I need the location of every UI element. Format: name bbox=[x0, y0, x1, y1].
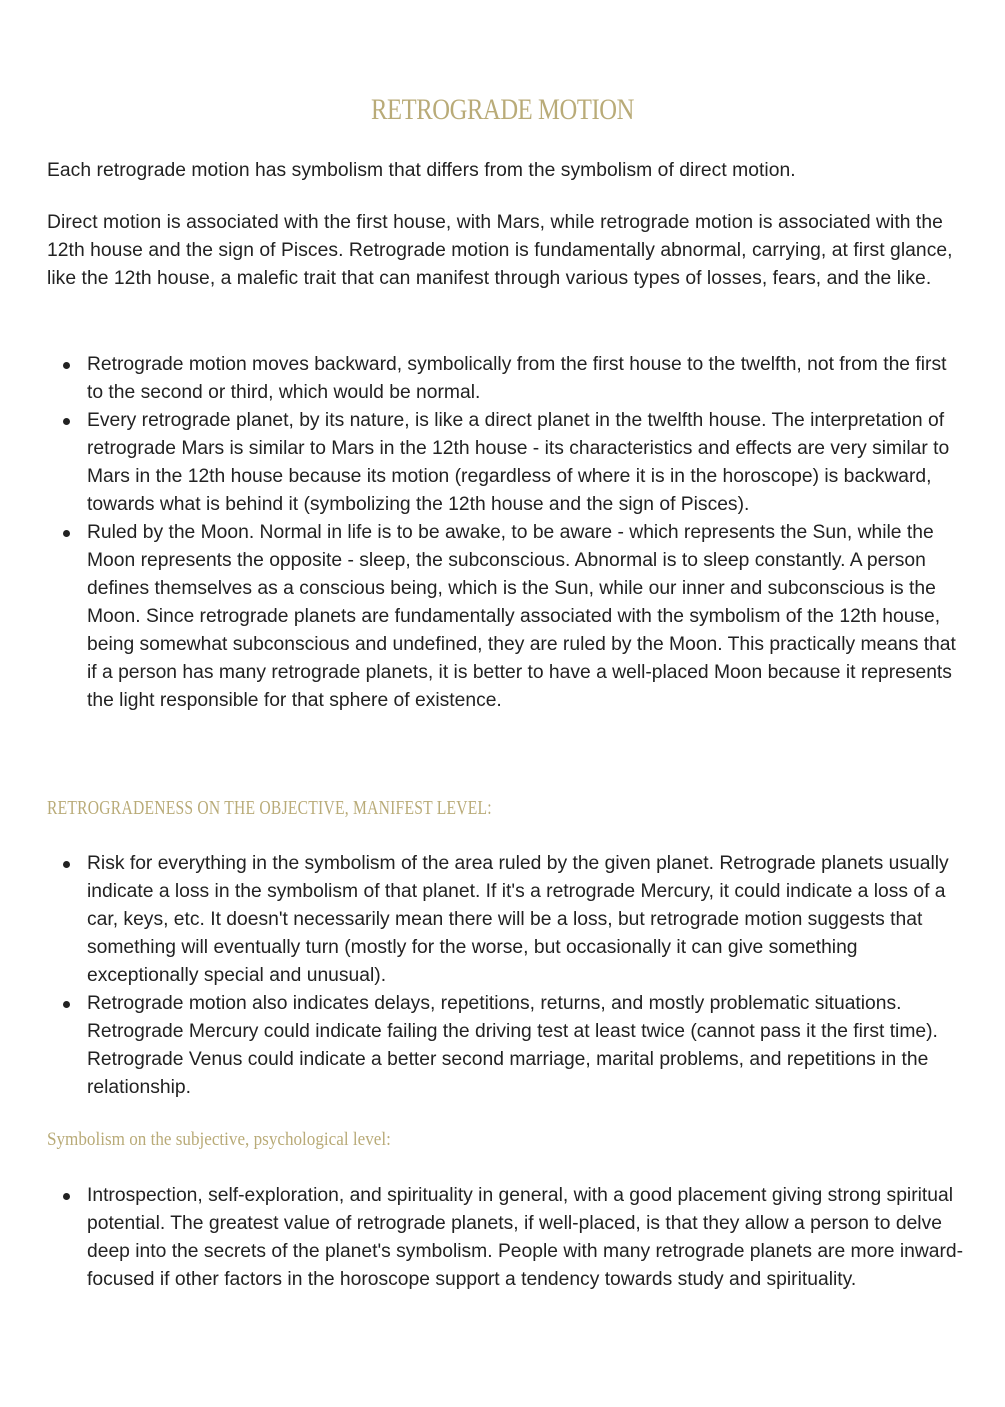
list-item-text: Retrograde motion moves backward, symbolically from the first house to the twelfth, not from the first to the second or third, which would be normal. bbox=[87, 354, 947, 403]
list-item bbox=[47, 351, 967, 407]
bullet-icon bbox=[63, 1001, 70, 1008]
list-item-text: Ruled by the Moon. Normal in life is to be awake, to be aware - which represents the Sun, while the Moon represents the opposite - sleep, the subconscious. Abnormal is to sleep constantly. A person defines themselves as a conscious being, which is the Sun, while our inner and subconscious is the Moon. Since retrograde planets are fundamentally associated with the symbolism of the 12th house, being somewhat subconscious and undefined, they are ruled by the Moon. This practically means that if a person has many retrograde planets, it is better to have a well-placed Moon because it represents the light responsible for that sphere of existence. bbox=[87, 522, 956, 711]
bullet-icon bbox=[63, 1193, 70, 1200]
section-heading-subjective: Symbolism on the subjective, psychological level: bbox=[47, 1129, 391, 1150]
objective-bullet-list bbox=[47, 850, 967, 1102]
list-item-text: Every retrograde planet, by its nature, is like a direct planet in the twelfth house. The interpretation of retrograde Mars is similar to Mars in the 12th house - its characteristics and effects are very similar to Mars in the 12th house because its motion (regardless of where it is in the horoscope) is backward, towards what is behind it (symbolizing the 12th house and the sign of Pisces). bbox=[87, 410, 950, 515]
list-item bbox=[47, 990, 967, 1102]
bullet-icon bbox=[63, 861, 70, 868]
list-item-text: Risk for everything in the symbolism of the area ruled by the given planet. Retrograde planets usually indicate a loss in the symbolism of that planet. If it's a retrograde Mercury, it could indicate a loss of a car, keys, etc. It doesn't necessarily mean there will be a loss, but retrograde motion suggests that something will eventually turn (mostly for the worse, but occasionally it can give something exceptionally special and unusual). bbox=[87, 853, 949, 986]
subjective-bullet-list bbox=[47, 1182, 967, 1294]
bullet-icon bbox=[63, 418, 70, 425]
bullet-icon bbox=[63, 362, 70, 369]
list-item bbox=[47, 407, 967, 519]
list-item-text: Introspection, self-exploration, and spirituality in general, with a good placement giving strong spiritual potential. The greatest value of retrograde planets, if well-placed, is that they allow a person to delve deep into the secrets of the planet's symbolism. People with many retrograde planets are more inward-focused if other factors in the horoscope support a tendency towards study and spirituality. bbox=[87, 1185, 964, 1290]
bullet-icon bbox=[63, 530, 70, 537]
general-bullet-list bbox=[47, 351, 967, 715]
section-heading-objective: RETROGRADENESS ON THE OBJECTIVE, MANIFEST LEVEL: bbox=[47, 797, 492, 819]
list-item-text: Retrograde motion also indicates delays, repetitions, returns, and mostly problematic situations. Retrograde Mercury could indicate failing the driving test at least twice (cannot pass it the first time). Retrograde Venus could indicate a better second marriage, marital problems, and repetitions in the relationship. bbox=[87, 993, 938, 1098]
list-item bbox=[47, 519, 967, 715]
intro-paragraph: Each retrograde motion has symbolism that differs from the symbolism of direct motion. bbox=[47, 160, 796, 181]
page-title: RETROGRADE MOTION bbox=[371, 93, 634, 126]
list-item bbox=[47, 1182, 967, 1294]
list-item bbox=[47, 850, 967, 990]
intro-paragraph: Direct motion is associated with the first house, with Mars, while retrograde motion is associated with the 12th house and the sign of Pisces. Retrograde motion is fundamentally abnormal, carrying, at first glance, like the 12th house, a malefic trait that can manifest through various types of losses, fears, and the like. bbox=[47, 212, 953, 289]
